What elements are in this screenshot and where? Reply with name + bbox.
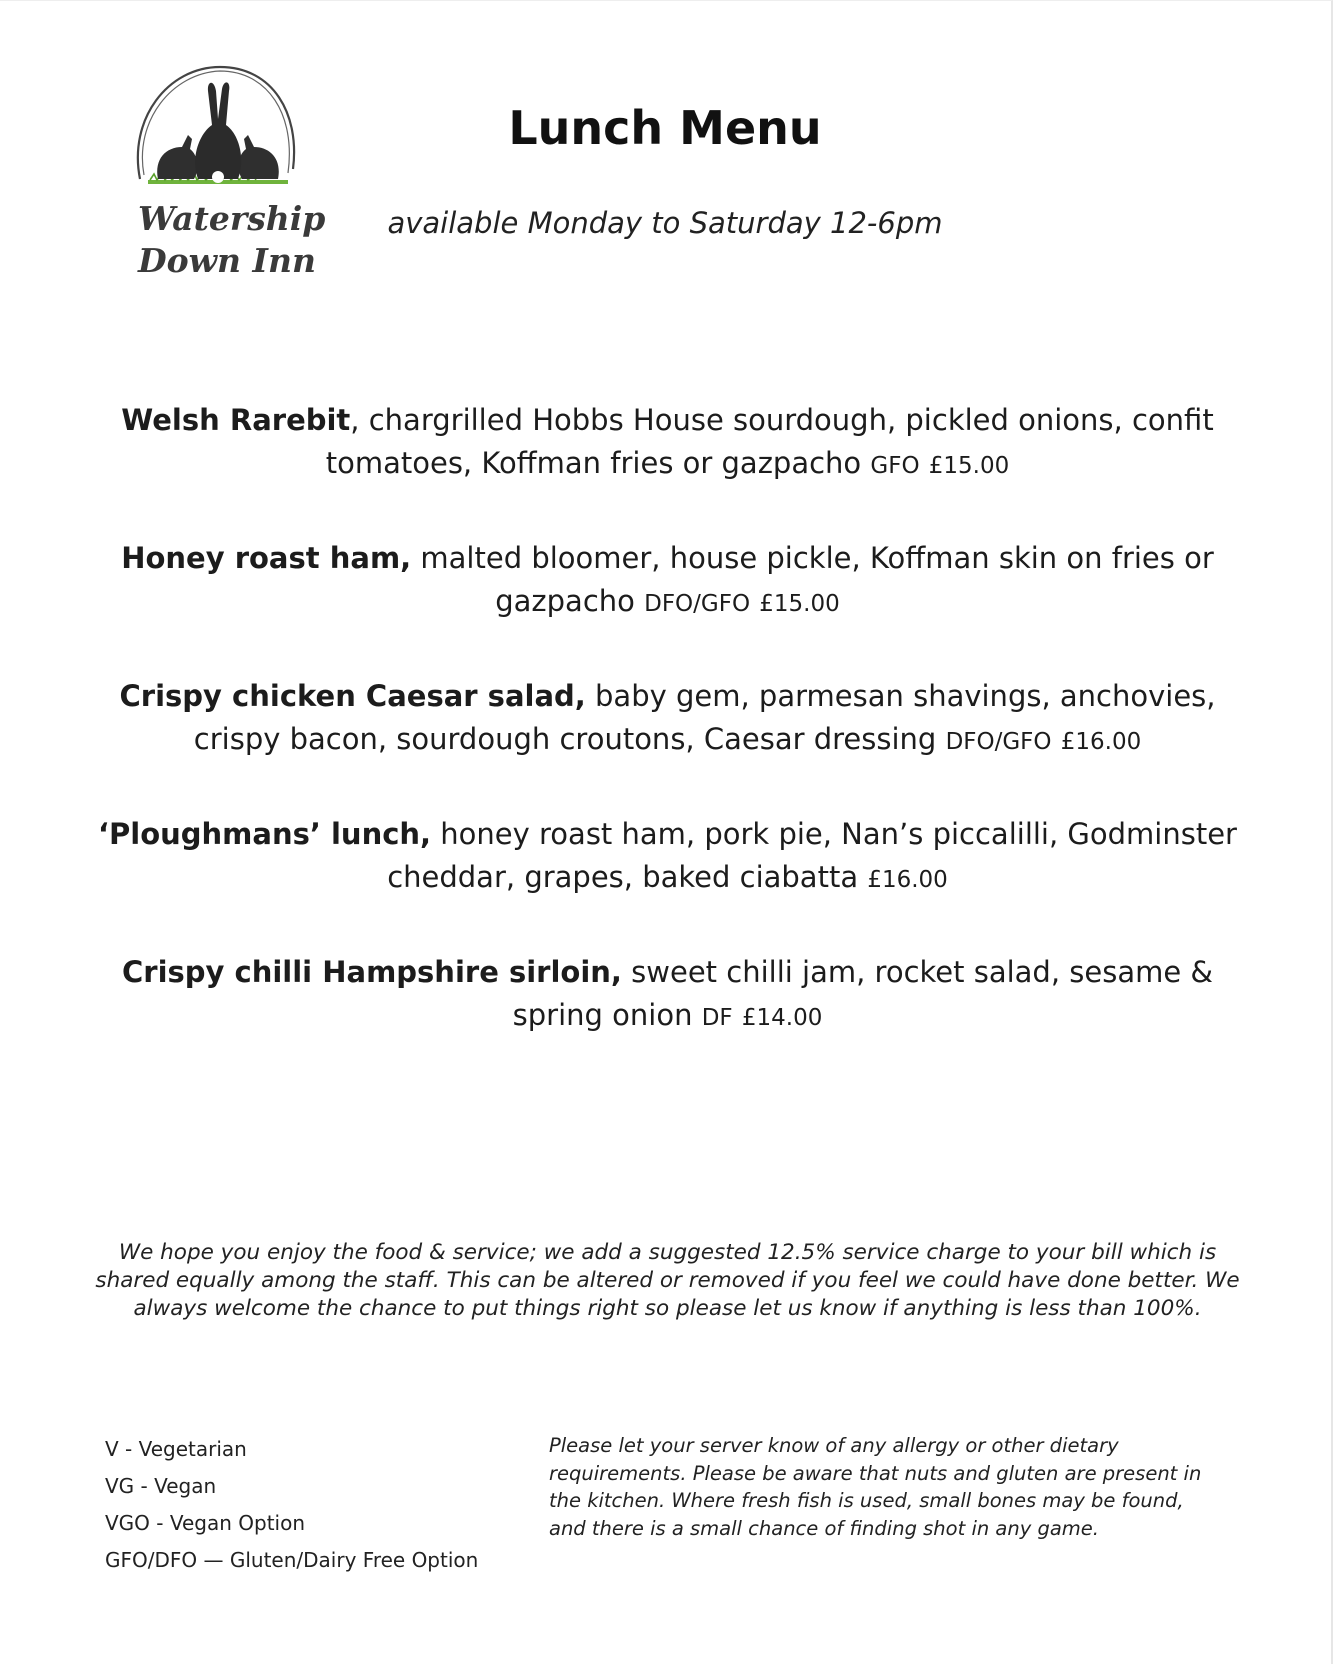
logo-text-line1: Watership <box>138 199 326 238</box>
dish-item <box>90 399 1245 488</box>
page-title: Lunch Menu <box>508 101 822 155</box>
dish-name: Honey roast ham, <box>121 541 412 575</box>
legend-item-gluten-dairy-free: GFO/DFO — Gluten/Dairy Free Option <box>105 1548 479 1572</box>
dish-item <box>90 537 1245 626</box>
availability-subtitle: available Monday to Saturday 12-6pm <box>387 206 943 240</box>
dish-dietary-tags: DFO/GFO <box>945 729 1052 755</box>
dietary-legend <box>105 1431 535 1579</box>
dish-dietary-tags: GFO <box>870 453 920 479</box>
service-charge-note: We hope you enjoy the food & service; we add a suggested 12.5% service charge to your bill which is shared equally among the staff. This can be altered or removed if you feel we could have done better. We always welcome the chance to put things right so please let us know if anything is less than 100%. <box>95 1240 1240 1321</box>
dish-price: £15.00 <box>759 591 840 617</box>
dish-dietary-tags: DF <box>701 1005 733 1031</box>
dish-price: £14.00 <box>741 1005 823 1031</box>
legend-item-vegetarian: V - Vegetarian <box>105 1437 247 1461</box>
dish-description: sweet chilli jam, rocket salad, sesame & spring onion <box>512 955 1214 1032</box>
dish-description: malted bloomer, house pickle, Koffman skin on fries or gazpacho <box>420 541 1214 618</box>
dish-name: ‘Ploughmans’ lunch, <box>98 817 432 851</box>
dish-dietary-tags: DFO/GFO <box>644 591 751 617</box>
dish-name: Crispy chilli Hampshire sirloin, <box>121 955 622 989</box>
dish-price: £16.00 <box>867 867 948 893</box>
dish-name: Welsh Rarebit <box>121 403 351 437</box>
dish-description: baby gem, parmesan shavings, anchovies, crispy bacon, sourdough croutons, Caesar dressing <box>193 679 1216 756</box>
legend-item-vegan: VG - Vegan <box>105 1474 217 1498</box>
dish-list <box>90 399 1245 1089</box>
rabbits-logo-icon <box>128 59 308 199</box>
dish-name: Crispy chicken Caesar salad, <box>119 679 586 713</box>
legend-item-vegan-option: VGO - Vegan Option <box>105 1511 306 1535</box>
dish-price: £16.00 <box>1060 729 1142 755</box>
logo <box>128 59 326 289</box>
logo-text-line2: Down Inn <box>138 241 316 280</box>
dish-item <box>90 813 1245 902</box>
allergy-note: Please let your server know of any allergy or other dietary requirements. Please be aware that nuts and gluten are present in the kitchen. Where fresh fish is used, small bones may be found, and there is a small chance of finding shot in any game. <box>549 1434 1202 1540</box>
dish-item <box>90 675 1245 764</box>
dish-description: , chargrilled Hobbs House sourdough, pickled onions, confit tomatoes, Koffman fries or gazpacho <box>325 403 1214 480</box>
dish-price: £15.00 <box>928 453 1010 479</box>
dish-description: honey roast ham, pork pie, Nan’s piccalilli, Godminster cheddar, grapes, baked ciabatta <box>387 817 1237 894</box>
dish-item <box>90 951 1245 1040</box>
